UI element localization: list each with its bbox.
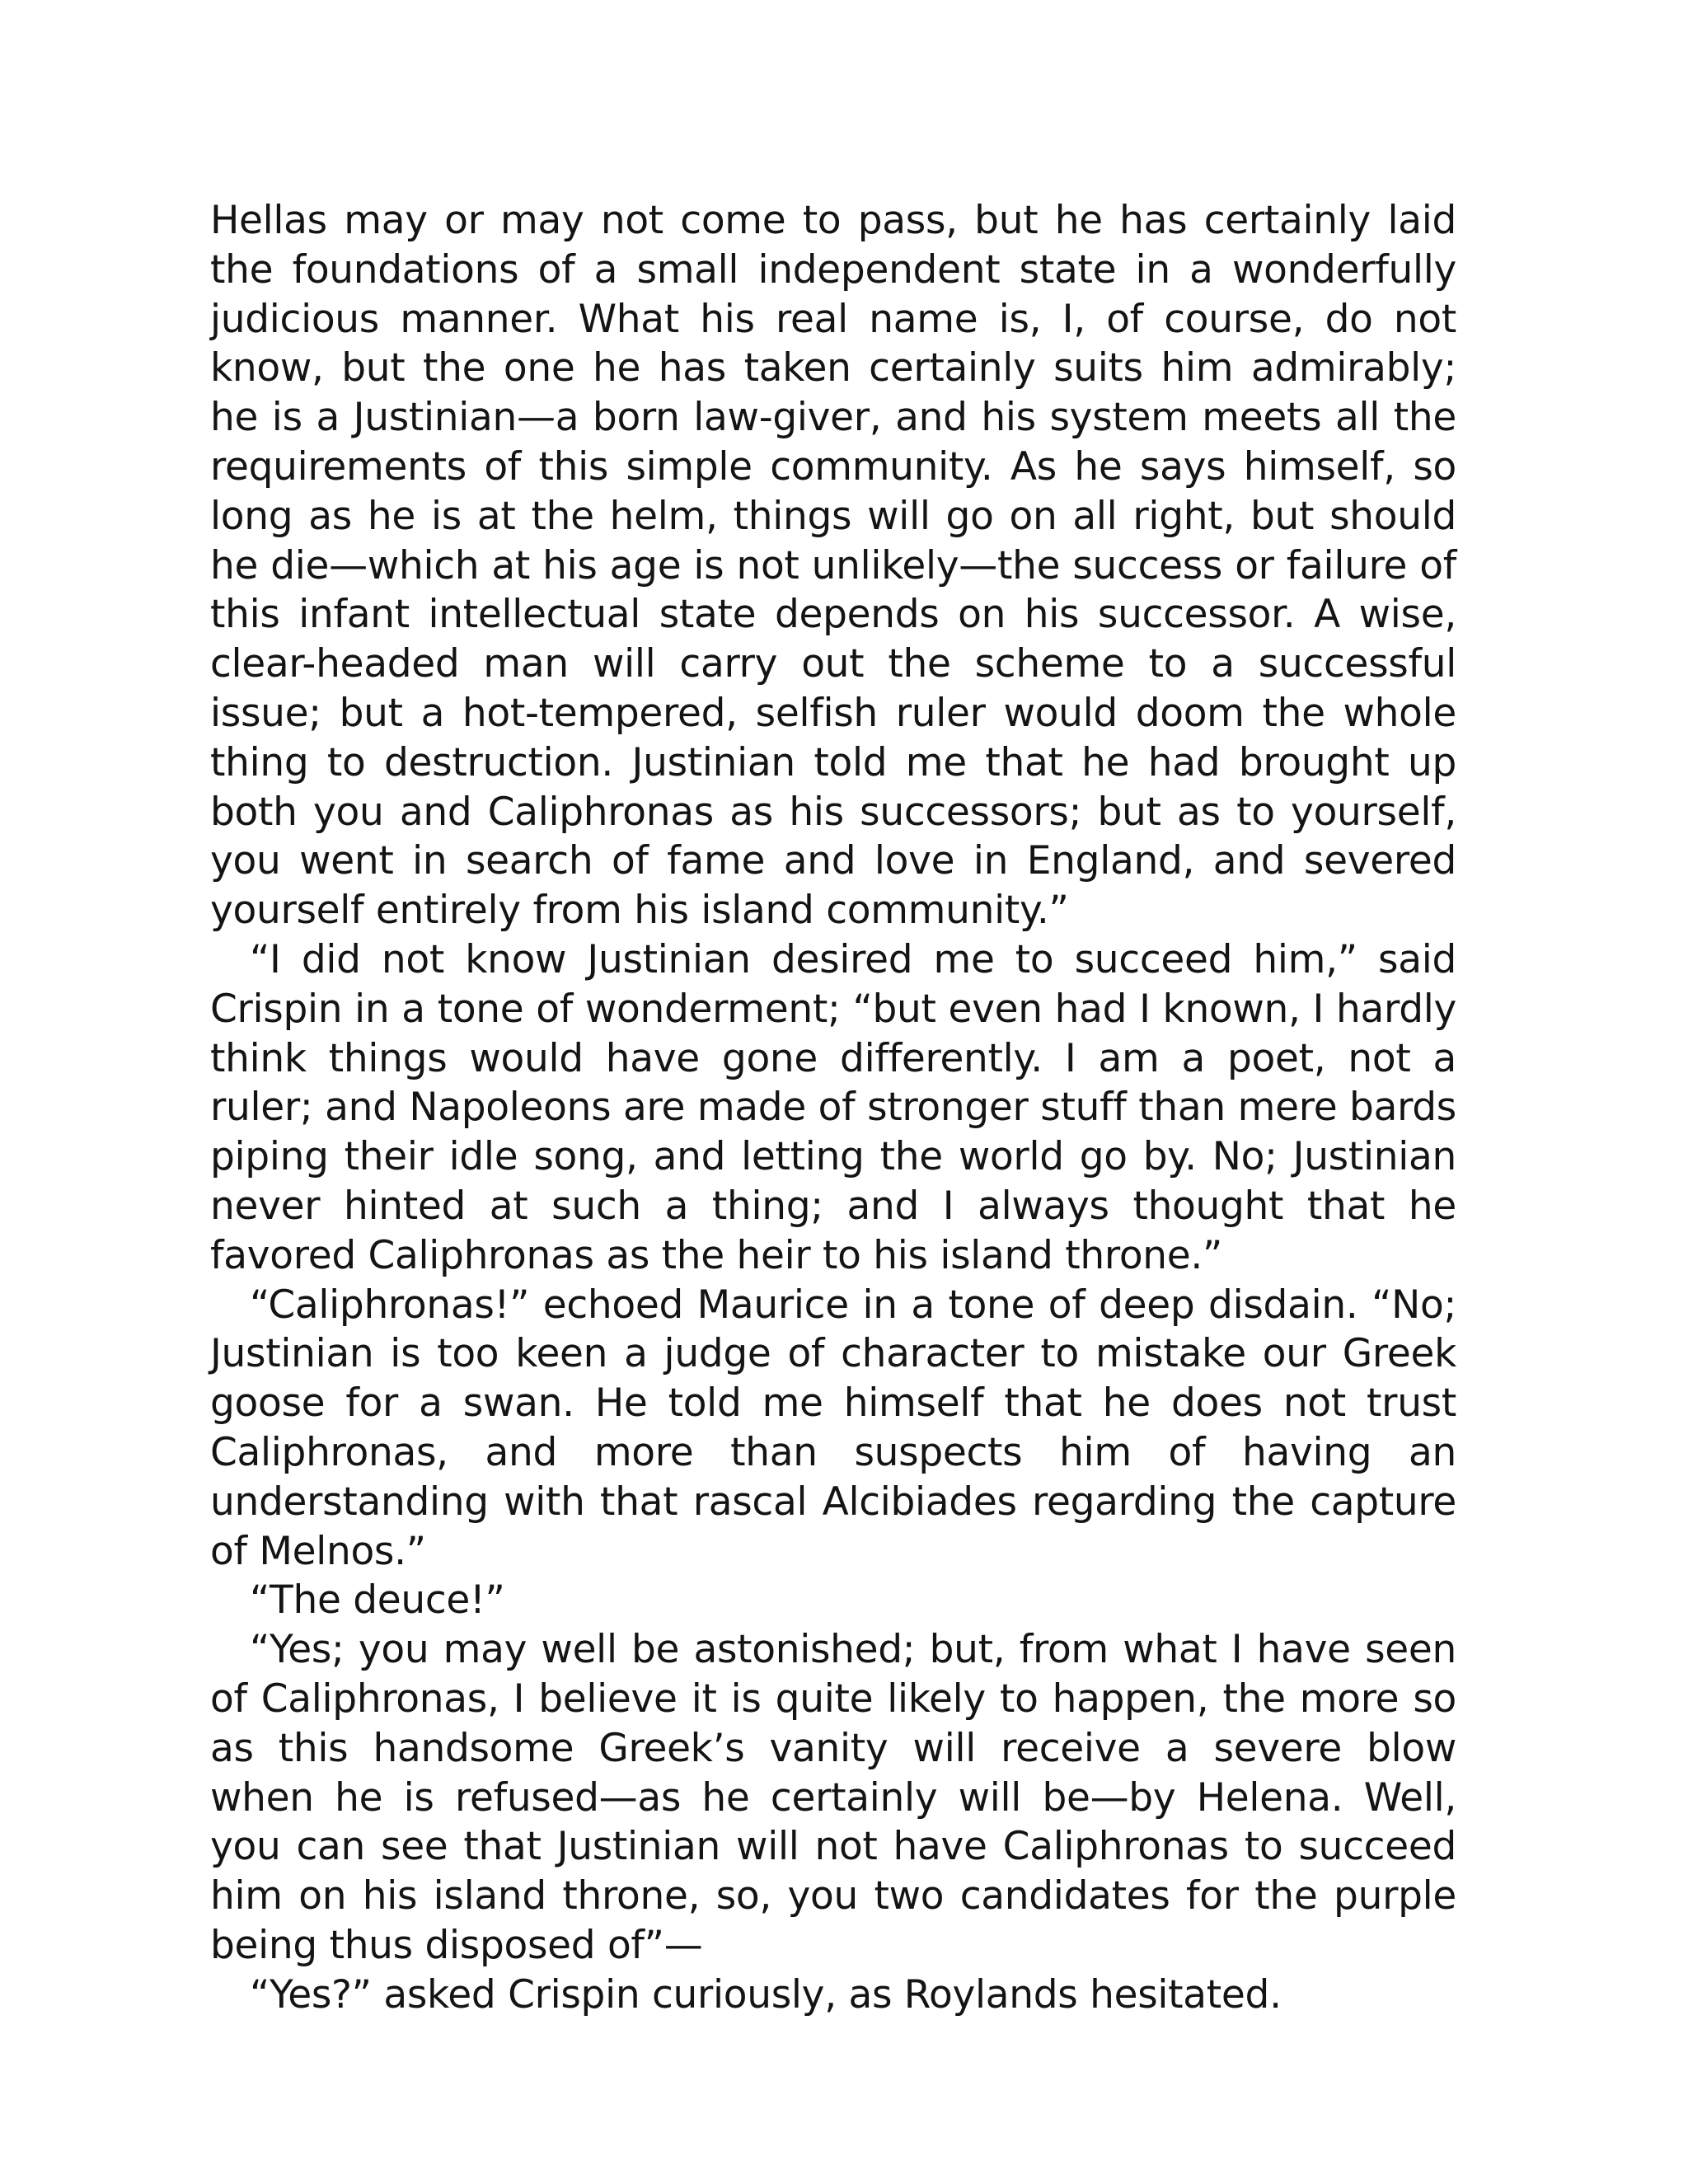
body-text — [210, 196, 1456, 2019]
paragraph-crispin-curiously: “Yes?” asked Crispin curiously, as Roylands hesitated. — [250, 1971, 1282, 2018]
paragraph-continuation: Hellas may or may not come to pass, but he has certainly laid the foundations of a small independent state in a wonderfully judicious manner. What his real name is, I, of course, do not know, but the one he has taken certainly suits him admirably; he is a Justinian—a born law-giver, and his system meets all the requirements of this simple community. As he says himself, so long as he is at the helm, things will go on all right, but should he die—which at his age is not unlikely—the success or failure of this infant intellectual state depends on his successor. A wise, clear-headed man will carry out the scheme to a successful issue; but a hot-tempered, selfish ruler would doom the whole thing to destruction. Justinian told me that he had brought up both you and Caliphronas as his successors; but as to yourself, you went in search of fame and love in England, and severed yourself entirely from his island community.” — [210, 198, 1456, 934]
paragraph-yes-astonished: “Yes; you may well be astonished; but, from what I have seen of Caliphronas, I believe it is quite likely to happen, the more so as this handsome Greek’s vanity will receive a severe blow when he is refused—as he certainly will be—by Helena. Well, you can see that Justinian will not have Caliphronas to succeed him on his island throne, so, you two candidates for the purple being thus disposed of”— — [210, 1627, 1456, 1968]
paragraph-the-deuce: “The deuce!” — [250, 1577, 505, 1624]
paragraph-maurice-disdain: “Caliphronas!” echoed Maurice in a tone of deep disdain. “No; Justinian is too keen a judge of character to mistake our Greek goose for a swan. He told me himself that he does not trust Caliphronas, and more than suspects him of having an understanding with that rascal Alcibiades regarding the capture of Melnos.” — [210, 1282, 1456, 1574]
paragraph-crispin-reply: “I did not know Justinian desired me to succeed him,” said Crispin in a tone of wonderment; “but even had I known, I hardly think things would have gone differently. I am a poet, not a ruler; and Napoleons are made of stronger stuff than mere bards piping their idle song, and letting the world go by. No; Justinian never hinted at such a thing; and I always thought that he favored Caliphronas as the heir to his island throne.” — [210, 936, 1456, 1278]
